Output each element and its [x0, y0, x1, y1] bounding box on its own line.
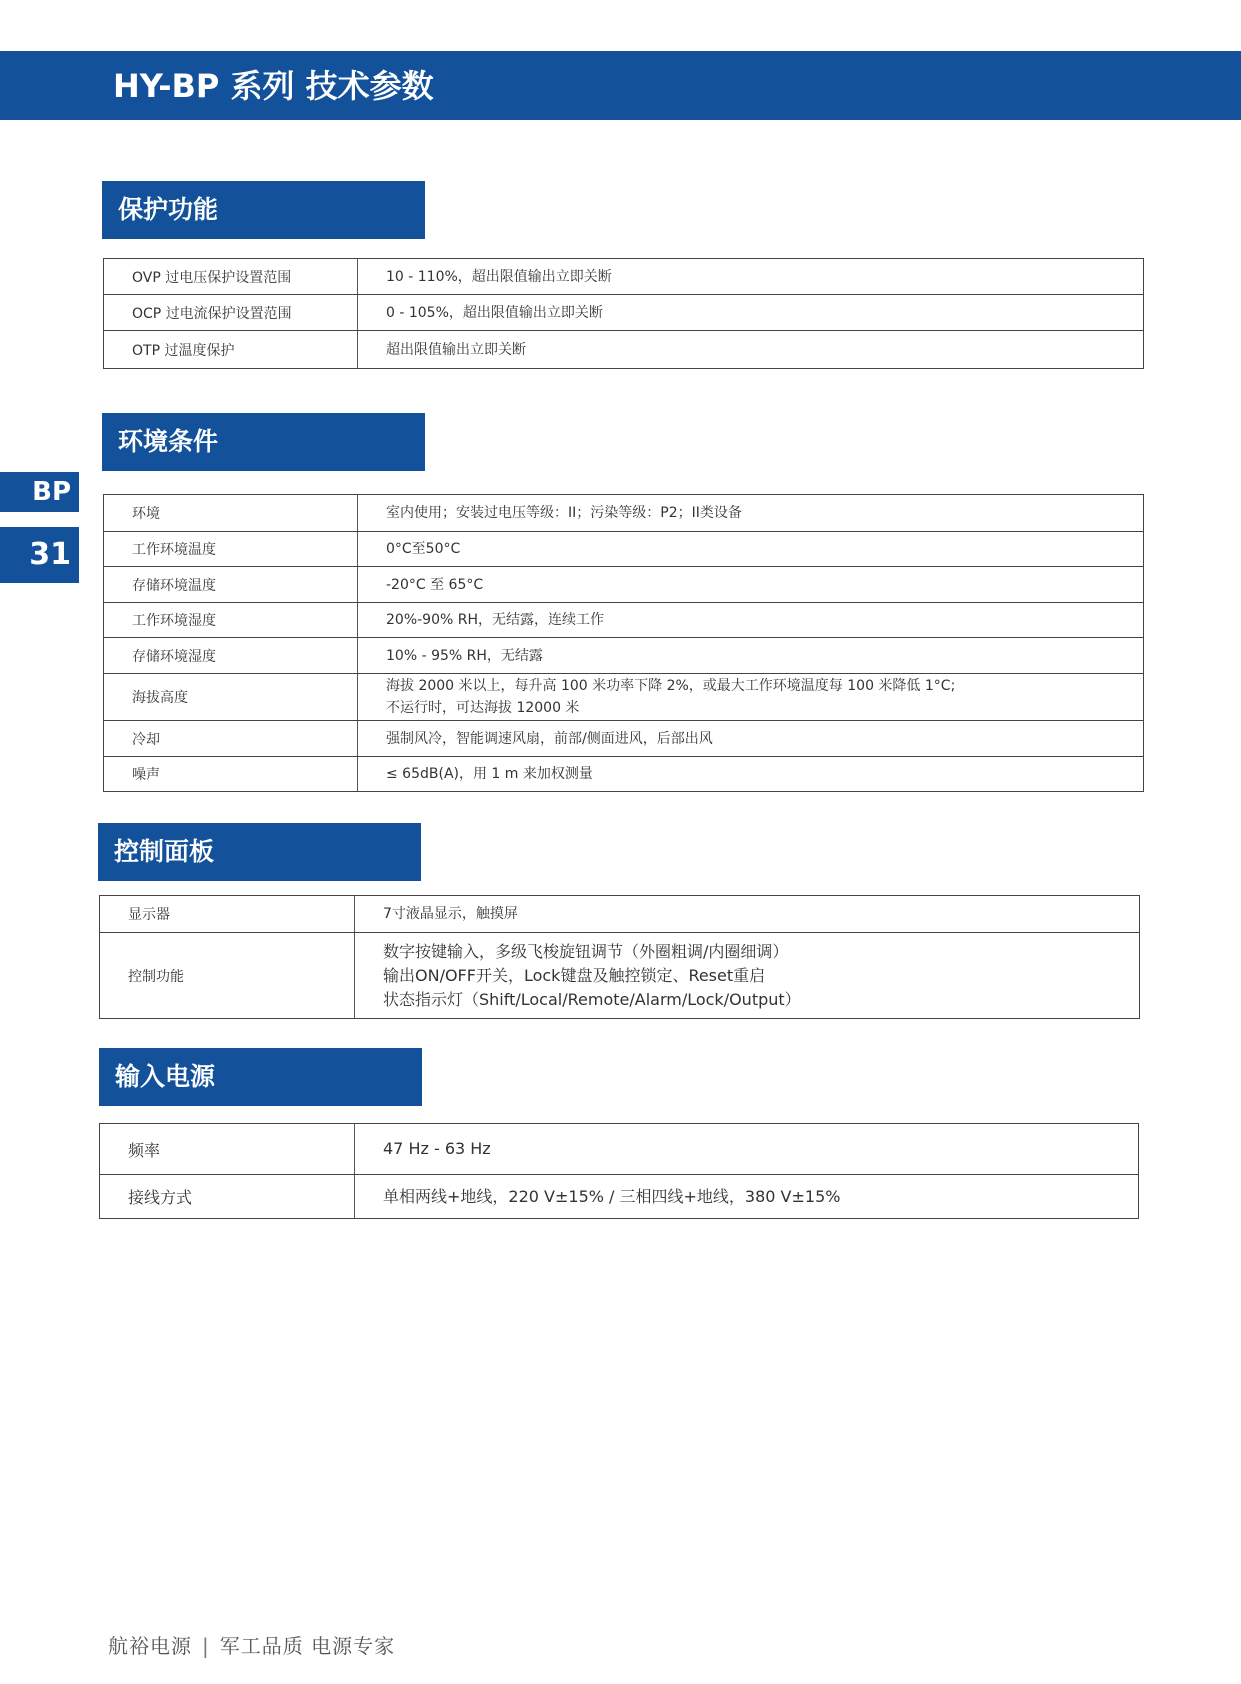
table-row: [104, 295, 1144, 331]
row-label: 显示器: [100, 896, 355, 933]
footer-brand: 航裕电源: [108, 1634, 192, 1658]
page-header-bar: [0, 51, 1241, 120]
table-row: [100, 1175, 1139, 1219]
row-label: 频率: [100, 1124, 355, 1175]
row-value: [358, 674, 1144, 721]
page-number: 31: [0, 527, 79, 583]
row-label: 海拔高度: [104, 674, 358, 721]
row-value: [355, 933, 1140, 1019]
row-value: 10 - 110%，超出限值输出立即关断: [358, 259, 1144, 295]
value-line: 海拔 2000 米以上，每升高 100 米功率下降 2%，或最大工作环境温度每 100 米降低 1°C;: [386, 678, 956, 694]
row-value: 20%-90% RH，无结露，连续工作: [358, 603, 1144, 638]
footer-slogan: 军工品质 电源专家: [219, 1634, 396, 1658]
row-label: 存储环境湿度: [104, 638, 358, 674]
row-label: 噪声: [104, 757, 358, 792]
row-value: 0°C至50°C: [358, 532, 1144, 567]
section-title-environment: 环境条件: [102, 413, 425, 471]
page-title: HY-BP 系列 技术参数: [113, 67, 434, 105]
table-row: [104, 638, 1144, 674]
table-row: [100, 1124, 1139, 1175]
row-value: 超出限值输出立即关断: [358, 331, 1144, 369]
value-line: 状态指示灯（Shift/Local/Remote/Alarm/Lock/Output）: [383, 989, 801, 1009]
row-value: ≤ 65dB(A)，用 1 m 来加权测量: [358, 757, 1144, 792]
section-title-control-panel: 控制面板: [98, 823, 421, 881]
table-row: [100, 896, 1140, 933]
row-label: OTP 过温度保护: [104, 331, 358, 369]
row-value: 10% - 95% RH，无结露: [358, 638, 1144, 674]
row-label: 工作环境湿度: [104, 603, 358, 638]
value-line: 不运行时，可达海拔 12000 米: [386, 700, 580, 716]
table-row: [104, 331, 1144, 369]
control-panel-table: [99, 895, 1140, 1019]
footer-separator: |: [202, 1634, 210, 1658]
table-row: [104, 721, 1144, 757]
input-power-table: [99, 1123, 1139, 1219]
protection-table: [103, 258, 1144, 369]
page-footer: [108, 1630, 395, 1659]
row-value: 强制风冷，智能调速风扇，前部/侧面进风，后部出风: [358, 721, 1144, 757]
row-label: OCP 过电流保护设置范围: [104, 295, 358, 331]
row-value: -20°C 至 65°C: [358, 567, 1144, 603]
environment-table: [103, 494, 1144, 792]
row-label: 控制功能: [100, 933, 355, 1019]
table-row: [104, 495, 1144, 532]
row-value: 47 Hz - 63 Hz: [355, 1124, 1139, 1175]
table-row: [104, 674, 1144, 721]
row-label: 环境: [104, 495, 358, 532]
table-row: [104, 757, 1144, 792]
row-value: 7寸液晶显示，触摸屏: [355, 896, 1140, 933]
table-row: [104, 532, 1144, 567]
table-row: [104, 259, 1144, 295]
value-line: 数字按键输入，多级飞梭旋钮调节（外圈粗调/内圈细调）: [383, 941, 789, 961]
row-label: 存储环境温度: [104, 567, 358, 603]
table-row: [100, 933, 1140, 1019]
row-label: 工作环境温度: [104, 532, 358, 567]
row-label: OVP 过电压保护设置范围: [104, 259, 358, 295]
row-value: 室内使用；安装过电压等级：II；污染等级：P2；II类设备: [358, 495, 1144, 532]
row-label: 冷却: [104, 721, 358, 757]
value-line: 输出ON/OFF开关，Lock键盘及触控锁定、Reset重启: [383, 965, 766, 985]
series-tab: BP: [0, 472, 79, 512]
section-title-input-power: 输入电源: [99, 1048, 422, 1106]
row-value: 0 - 105%，超出限值输出立即关断: [358, 295, 1144, 331]
table-row: [104, 603, 1144, 638]
row-label: 接线方式: [100, 1175, 355, 1219]
section-title-protection: 保护功能: [102, 181, 425, 239]
table-row: [104, 567, 1144, 603]
row-value: 单相两线+地线，220 V±15% / 三相四线+地线，380 V±15%: [355, 1175, 1139, 1219]
